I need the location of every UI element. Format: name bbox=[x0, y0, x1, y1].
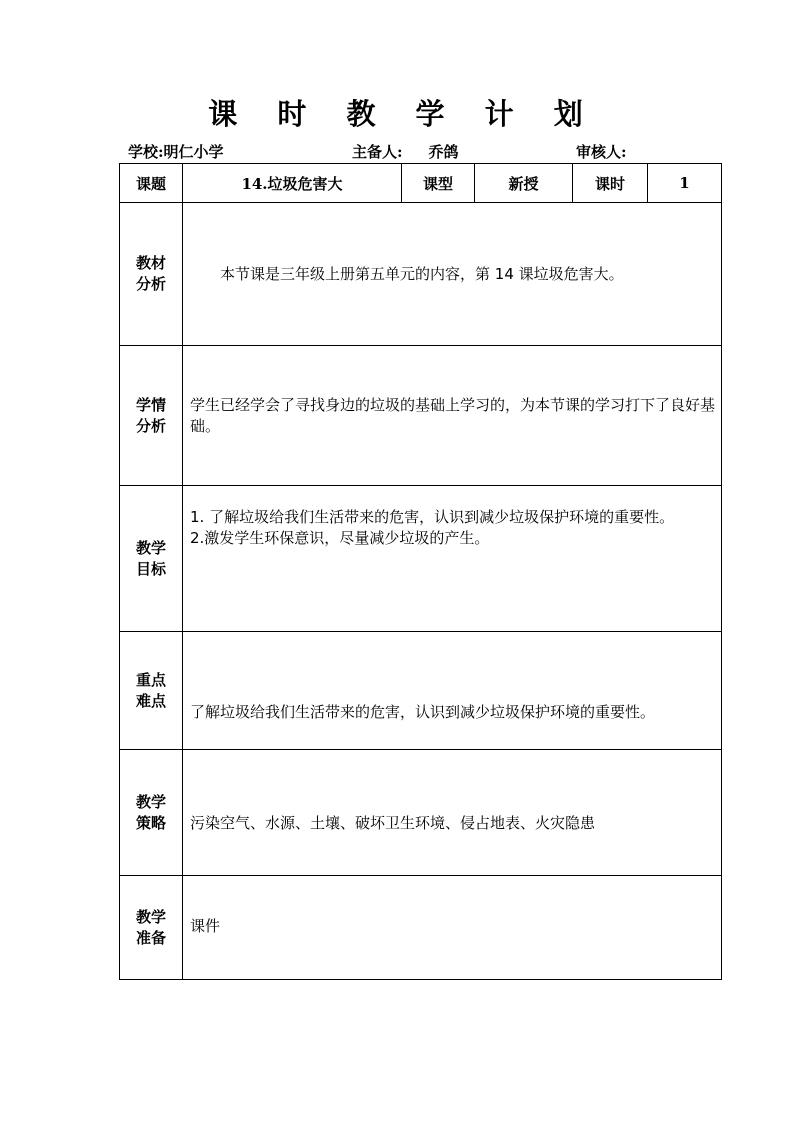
lesson-plan-table bbox=[119, 163, 722, 980]
preparer-value: 乔鸽 bbox=[428, 143, 459, 161]
row-content bbox=[183, 750, 722, 876]
goal-item: 2.激发学生环保意识，尽量减少垃圾的产生。 bbox=[190, 529, 490, 547]
row-content bbox=[183, 486, 722, 632]
period-value: 1 bbox=[648, 164, 722, 203]
table-row-teaching-preparation bbox=[120, 876, 722, 980]
type-label: 课型 bbox=[402, 164, 475, 203]
student-analysis-text: 学生已经学会了寻找身边的垃圾的基础上学习的，为本节课的学习打下了良好基础。 bbox=[190, 396, 716, 435]
key-points-text: 了解垃圾给我们生活带来的危害，认识到减少垃圾保护环境的重要性。 bbox=[190, 703, 656, 721]
page-title: 课 时 教 学 计 划 bbox=[208, 97, 598, 131]
row-content bbox=[183, 876, 722, 980]
school-label: 学校: bbox=[128, 143, 164, 161]
header-row bbox=[120, 164, 722, 203]
type-value: 新授 bbox=[475, 164, 573, 203]
preparer-label: 主备人: bbox=[352, 143, 403, 161]
school-field bbox=[128, 141, 224, 162]
table-row-key-points bbox=[120, 632, 722, 750]
topic-label: 课题 bbox=[120, 164, 183, 203]
reviewer-label: 审核人: bbox=[576, 143, 627, 161]
row-label: 教学 目标 bbox=[120, 486, 183, 632]
period-label: 课时 bbox=[573, 164, 648, 203]
row-content bbox=[183, 346, 722, 486]
row-content bbox=[183, 632, 722, 750]
row-label: 教学 策略 bbox=[120, 750, 183, 876]
preparer-field bbox=[352, 141, 459, 162]
teaching-strategy-text: 污染空气、水源、土壤、破坏卫生环境、侵占地表、火灾隐患 bbox=[190, 814, 596, 832]
topic-value: 14.垃圾危害大 bbox=[183, 164, 402, 203]
table-row-teaching-strategy bbox=[120, 750, 722, 876]
table-row-student-analysis bbox=[120, 346, 722, 486]
row-label: 重点 难点 bbox=[120, 632, 183, 750]
material-analysis-text: 本节课是三年级上册第五单元的内容，第 14 课垃圾危害大。 bbox=[220, 265, 624, 283]
row-label: 教学 准备 bbox=[120, 876, 183, 980]
row-content bbox=[183, 203, 722, 346]
row-label: 教材 分析 bbox=[120, 203, 183, 346]
row-label: 学情 分析 bbox=[120, 346, 183, 486]
teaching-goals-text bbox=[190, 507, 715, 549]
table-row-teaching-goals bbox=[120, 486, 722, 632]
table-row-material-analysis bbox=[120, 203, 722, 346]
goal-item: 1. 了解垃圾给我们生活带来的危害，认识到减少垃圾保护环境的重要性。 bbox=[190, 508, 675, 526]
school-value: 明仁小学 bbox=[163, 143, 224, 161]
reviewer-field bbox=[576, 141, 627, 162]
teaching-preparation-text: 课件 bbox=[190, 917, 221, 935]
